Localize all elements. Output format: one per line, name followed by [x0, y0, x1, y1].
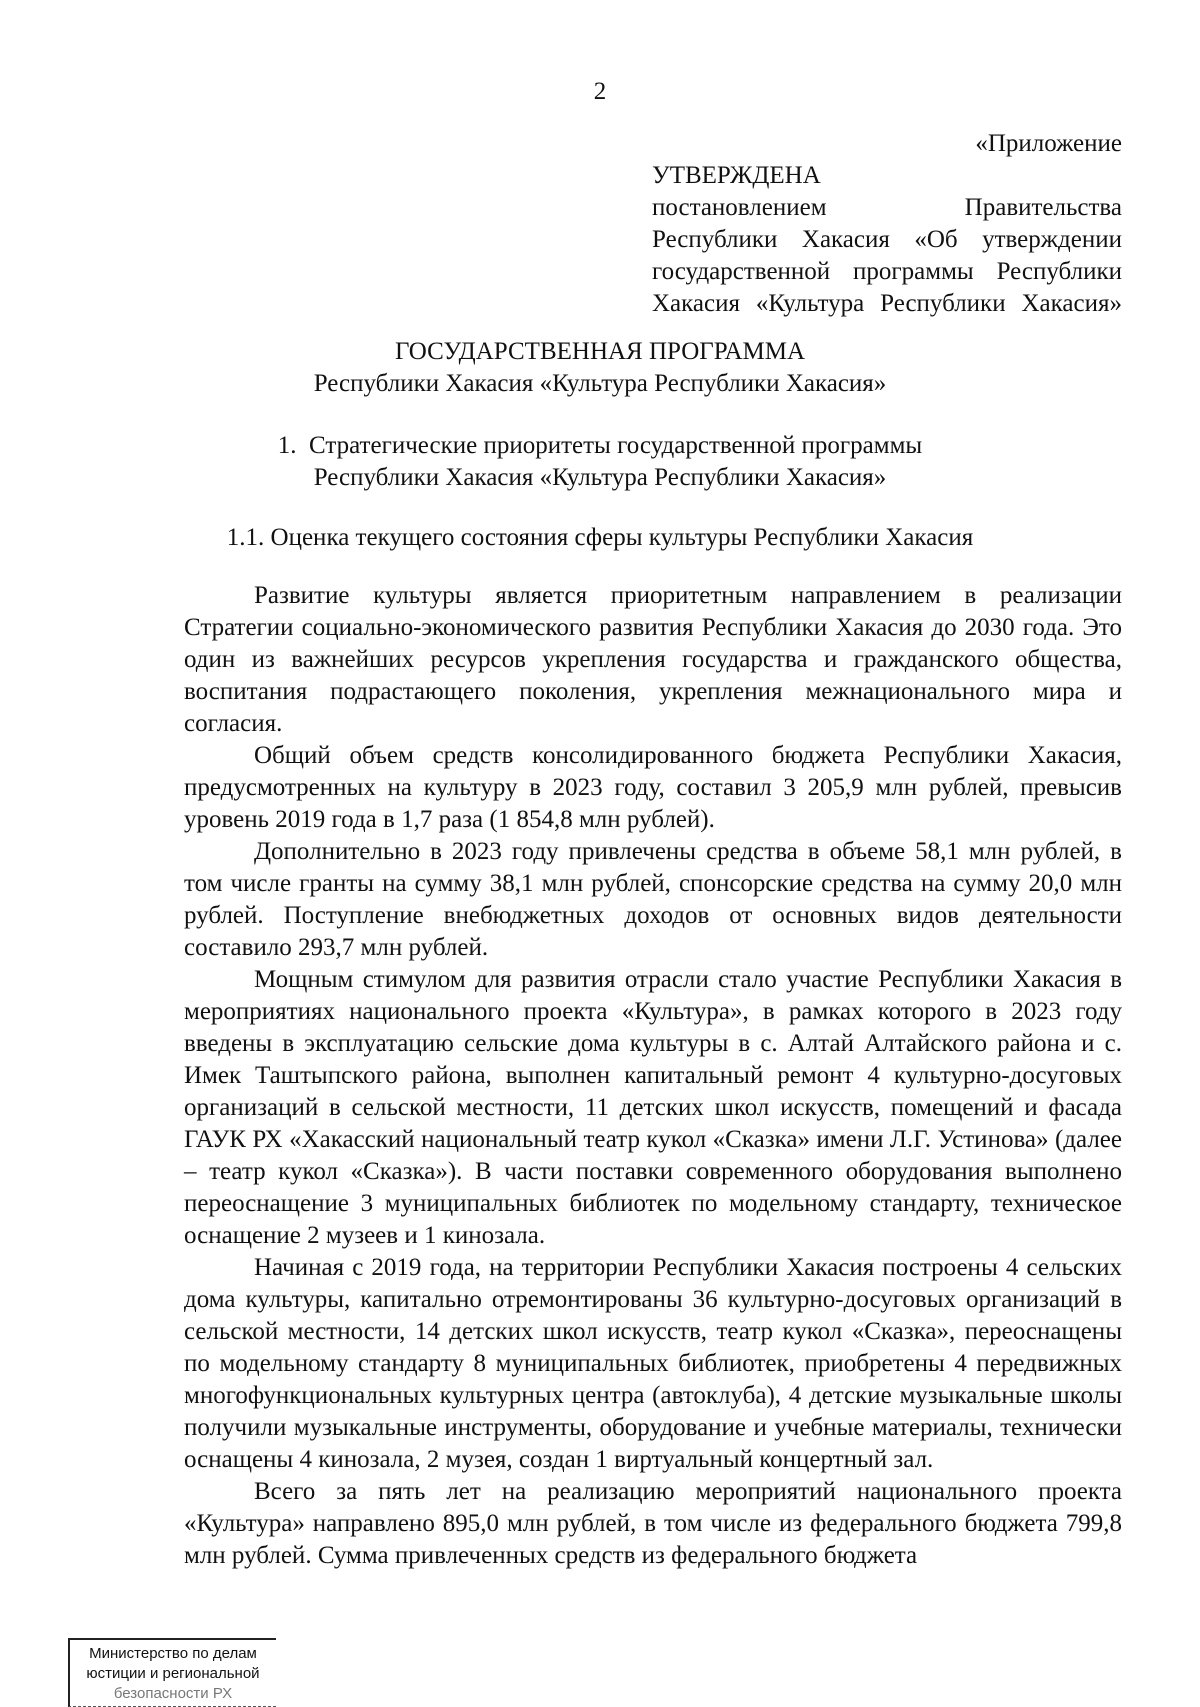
paragraph: Мощным стимулом для развития отрасли стало участие Республики Хакасия в мероприятиях национального проекта «Культура», в рамках которого в 2023 году введены в эксплуатацию сельские дома культуры в с. Алтай Алтайского района и с. Имек Таштыпского района, выполнен капитальный ремонт 4 культурно-досуговых организаций в сельской местности, 11 детских школ искусств, помещений и фасада ГАУК РХ «Хакасский национальный театр кукол «Сказка» имени Л.Г. Устинова» (далее – театр кукол «Сказка»). В части поставки современного оборудования выполнено переоснащение 3 муниципальных библиотек по модельному стандарту, техническое оснащение 2 музеев и 1 кинозала. — [184, 966, 1122, 1249]
approval-block — [652, 128, 1122, 320]
section-title — [0, 430, 1200, 494]
approval-line: государственной программы Республики — [652, 258, 1122, 285]
approval-approved: УТВЕРЖДЕНА — [652, 162, 821, 189]
section-title-line2: Республики Хакасия «Культура Республики Хакасия» — [313, 464, 887, 491]
program-title-line1: ГОСУДАРСТВЕННАЯ ПРОГРАММА — [394, 338, 806, 365]
stamp-line: безопасности РХ — [113, 1685, 233, 1702]
paragraph: Дополнительно в 2023 году привлечены средства в объеме 58,1 млн рублей, в том числе гранты на сумму 38,1 млн рублей, спонсорские средства на сумму 20,0 млн рублей. Поступление внебюджетных доходов от основных видов деятельности составило 293,7 млн рублей. — [184, 838, 1122, 961]
approval-line: постановлением Правительства — [652, 194, 1122, 221]
page-number: 2 — [593, 78, 607, 105]
paragraph: Всего за пять лет на реализацию мероприятий национального проекта «Культура» направлено 895,0 млн рублей, в том числе из федерального бюджета 799,8 млн рублей. Сумма привлеченных средств из федерального бюджета — [184, 1478, 1122, 1569]
stamp-line: Министерство по делам — [89, 1645, 257, 1662]
paragraph: Начиная с 2019 года, на территории Республики Хакасия построены 4 сельских дома культуры, капитально отремонтированы 36 культурно-досуговых организаций в сельской местности, 14 детских школ искусств, театр кукол «Сказка», переоснащены по модельному стандарту 8 муниципальных библиотек, приобретены 4 передвижных многофункциональных культурных центра (автоклуба), 4 детские музыкальные школы получили музыкальные инструменты, оборудование и учебные материалы, технически оснащены 4 кинозала, 2 музея, создан 1 виртуальный концертный зал. — [184, 1254, 1122, 1473]
paragraph: Развитие культуры является приоритетным направлением в реализации Стратегии социально-экономического развития Республики Хакасия до 2030 года. Это один из важнейших ресурсов укрепления государства и гражданского общества, воспитания подрастающего поколения, укрепления межнационального мира и согласия. — [184, 582, 1122, 737]
approval-annex: «Приложение — [975, 130, 1122, 157]
subsection-title: 1.1. Оценка текущего состояния сферы культуры Республики Хакасия — [226, 524, 974, 551]
body-text — [184, 580, 1122, 1572]
approval-line: Республики Хакасия «Об утверждении — [652, 226, 1122, 253]
ministry-stamp — [68, 1638, 276, 1707]
stamp-line: юстиции и региональной — [86, 1665, 260, 1682]
paragraph: Общий объем средств консолидированного бюджета Республики Хакасия, предусмотренных на культуру в 2023 году, составил 3 205,9 млн рублей, превысив уровень 2019 года в 1,7 раза (1 854,8 млн рублей). — [184, 742, 1122, 833]
section-title-line1: 1. Стратегические приоритеты государственной программы — [277, 432, 923, 459]
program-title — [0, 336, 1200, 400]
program-title-line2: Республики Хакасия «Культура Республики Хакасия» — [313, 370, 887, 397]
approval-line: Хакасия «Культура Республики Хакасия» — [652, 290, 1122, 317]
